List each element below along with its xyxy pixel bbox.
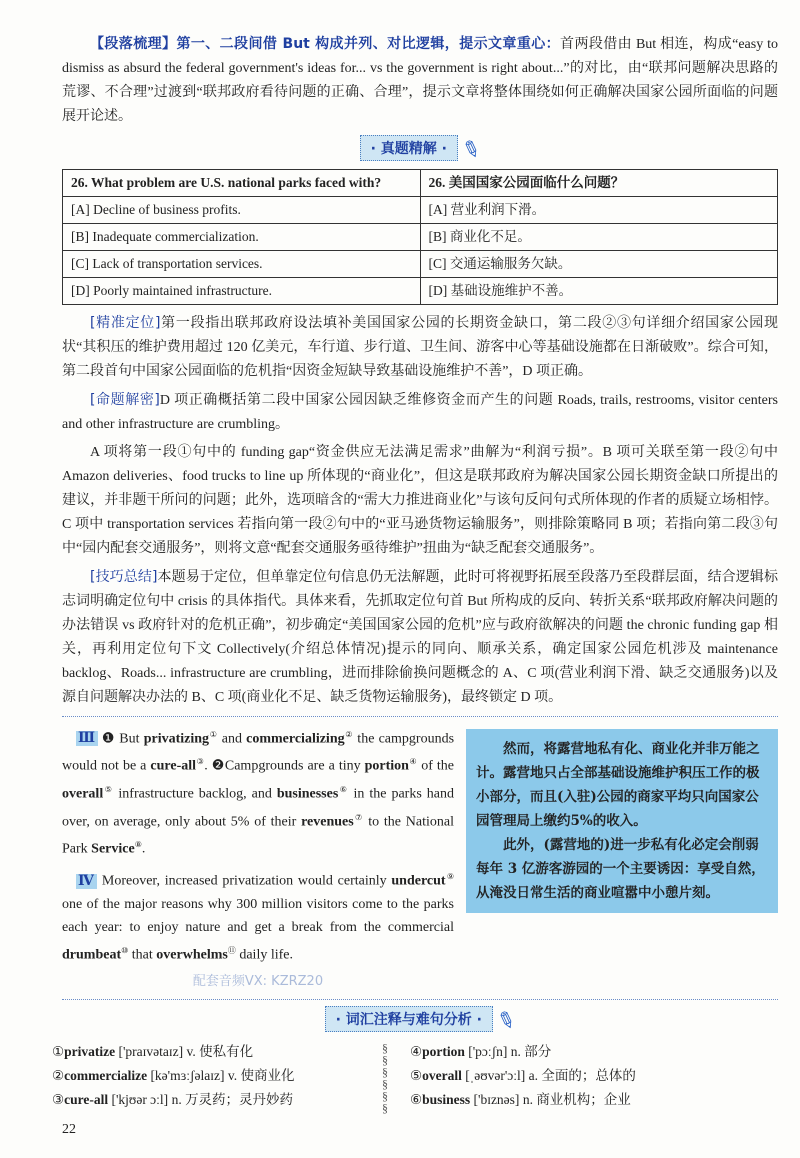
question-zh: 26. 美国国家公园面临什么问题？ xyxy=(420,169,778,196)
table-row xyxy=(63,250,778,277)
footnote-marker: ② xyxy=(344,729,354,739)
text-segment: one of the major reasons why 300 million visitors come to the parks each year: to enjoy nature and get a break from the commercial xyxy=(62,896,454,935)
option-en: [A] Decline of business profits. xyxy=(63,196,421,223)
option-en: [C] Lack of transportation services. xyxy=(63,250,421,277)
vocab-column-right xyxy=(410,1040,740,1112)
footnote-marker: ⑪ xyxy=(227,945,236,955)
vocab-item: ⑤overall [ˌəʊvər'ɔːl] a. 全面的；总体的 xyxy=(410,1068,636,1084)
vocab-item: ⑥business ['bɪznəs] n. 商业机构；企业 xyxy=(410,1092,631,1108)
vocab-keyword: cure-all xyxy=(150,759,197,775)
passage-paragraph-4 xyxy=(62,865,454,966)
passage-english xyxy=(62,723,454,994)
vocab-keyword: Service xyxy=(91,842,135,858)
text-segment: in the parks hand over, on average, only about 5% of their xyxy=(62,786,454,830)
vocab-column-left xyxy=(52,1040,382,1112)
summary-headline: 第一、二段间借 But 构成并列、对比逻辑，提示文章重心： xyxy=(176,36,561,52)
passage-section xyxy=(62,723,778,994)
vocab-section xyxy=(52,1040,778,1116)
summary-body: 首两段借由 But 相连，构成“easy to dismiss as absurd the federal government's ideas for... vs the government is right about...”的对比，由“联邦问题解决思路的荒谬、不合理”过渡到“联邦政府看待问题的正确、合理”，提示文章将整体围绕如何正确解决国家公园所面临的问题展开论述。 xyxy=(62,37,779,124)
skill-tag: [技巧总结] xyxy=(90,568,158,585)
section-title-vocabulary: · 词汇注释与难句分析 · ✎ xyxy=(62,1006,778,1034)
vocab-keyword: overall xyxy=(62,786,104,802)
analysis-locate xyxy=(62,311,778,384)
option-zh: [A] 营业利润下滑。 xyxy=(420,196,778,223)
vocab-keyword: businesses xyxy=(276,786,339,802)
option-zh: [B] 商业化不足。 xyxy=(420,223,778,250)
translation-paragraph-4: 此外，(露营地的)进一步私有化必定会削弱每年 3 亿游客游园的一个主要诱因：享受自然，从淹没日常生活的商业喧嚣中小憩片刻。 xyxy=(476,836,765,901)
page-number: 22 xyxy=(62,1122,76,1138)
divider xyxy=(62,716,778,717)
watermark: 配套音频VX: KZRZ20 xyxy=(192,974,324,990)
skill-text: 本题易于定位，但单靠定位句信息仍无法解题，此时可将视野拓展至段落乃至段群层面，结合逻辑标志词明确定位句中 crisis 的具体指代。具体来看，先抓取定位句首 But 所构成的反向、转折关系“联邦政府解决问题的办法错误 vs 政府针对的危机正确”，初步确定“美国国家公园的危机”应与政府欲解决的问题 the chronic funding gap 相关，再利用定位句下文 Collectively(介绍总体情况)提示的同向、顺承关系，确定国家公园危机涉及 maintenance backlog、Roads... infrastructure are crumbling，进而排除偷换问题概念的 A、C 项(营业利润下滑、缺乏交通服务)以及源自问题解决办法的 B、C 项(商业化不足、缺乏货物运输服务)，最终锁定 D 项。 xyxy=(62,569,778,705)
wavy-divider: § § § § § § xyxy=(382,1041,388,1116)
footnote-marker: ③ xyxy=(196,757,205,767)
vocab-item: ③cure-all ['kjʊər ɔːl] n. 万灵药；灵丹妙药 xyxy=(52,1092,294,1108)
vocab-item: ④portion ['pɔːʃn] n. 部分 xyxy=(410,1044,552,1060)
text-segment: daily life. xyxy=(235,947,293,963)
table-row xyxy=(63,223,778,250)
vocab-keyword: revenues xyxy=(301,814,354,830)
decode-tag: [命题解密] xyxy=(90,391,160,408)
locate-text: 第一段指出联邦政府设法填补美国国家公园的长期资金缺口，第二段②③句详细介绍国家公园现状“其积压的维护费用超过 120 亿美元，车行道、步行道、卫生间、游客中心等基础设施都在日渐破败”。综合可知，第二段首句中国家公园面临的危机指“因资金短缺导致基础设施维护不善”，D 项正确。 xyxy=(62,315,778,379)
vocab-keyword: portion xyxy=(364,759,409,775)
text-segment: Moreover, increased privatization would certainly xyxy=(97,873,392,889)
table-row xyxy=(63,196,778,223)
question-table xyxy=(62,169,778,305)
translation-box xyxy=(466,729,778,913)
text-segment: . xyxy=(141,842,146,858)
footnote-marker: ⑩ xyxy=(121,945,129,955)
option-zh: [C] 交通运输服务欠缺。 xyxy=(420,250,778,277)
vocab-keyword: overwhelms xyxy=(156,947,228,963)
vocab-keyword: drumbeat xyxy=(62,947,122,963)
pen-icon: ✎ xyxy=(458,134,485,165)
text-segment: the campgrounds would not be a xyxy=(62,731,455,775)
translation-paragraph-3: 然而，将露营地私有化、商业化并非万能之计。露营地只占全部基础设施维护积压工作的极小部分，而且(入驻)公园的商家平均只向国家公园管理局上缴约5%的收入。 xyxy=(476,740,760,829)
text-segment: to the National Park xyxy=(62,814,455,858)
summary-tag: 【段落梳理】 xyxy=(90,36,177,52)
roman-numeral: Ⅳ xyxy=(78,873,96,889)
footnote-marker: ④ xyxy=(408,757,418,767)
pen-icon: ✎ xyxy=(493,1005,520,1036)
vocab-keyword: privatizing xyxy=(143,731,210,747)
paragraph-summary xyxy=(62,32,778,129)
text-segment: of the xyxy=(417,759,455,775)
roman-numeral: Ⅲ xyxy=(78,731,96,747)
vocab-item: ②commercialize [kə'mɜːʃəlaɪz] v. 使商业化 xyxy=(52,1068,295,1084)
divider xyxy=(62,999,778,1000)
text-segment: . ❷Campgrounds are a tiny xyxy=(204,759,365,775)
text-segment: that xyxy=(128,947,157,963)
option-zh: [D] 基础设施维护不善。 xyxy=(420,277,778,304)
analysis-others: A 项将第一段①句中的 funding gap“资金供应无法满足需求”曲解为“利润亏损”。B 项可关联至第一段②句中 Amazon deliveries、food trucks to line up 所体现的“商业化”，但这是联邦政府为解决国家公园长期资金缺口所提出的建议，并非题干所问的问题；此外，选项暗含的“需大力推进商业化”与该句反问句式所体现的作者的质疑立场相悖。C 项中 transportation services 若指向第一段②句中的“亚马逊货物运输服务”，则排除策略同 B 项；若指向第二段③句中“园内配套交通服务”，则将文意“配套交通服务亟待维护”扭曲为“缺乏配套交通服务”。 xyxy=(62,444,778,556)
section-title-exam-analysis: · 真题精解 · ✎ xyxy=(62,135,778,163)
vocab-item: ①privatize ['praɪvətaɪz] v. 使私有化 xyxy=(52,1044,254,1060)
footnote-marker: ⑧ xyxy=(134,840,142,850)
text-segment: and xyxy=(217,731,247,747)
footnote-marker: ⑤ xyxy=(103,785,114,795)
footnote-marker: ⑥ xyxy=(338,785,349,795)
text-segment: ❶ But xyxy=(97,731,144,747)
footnote-marker: ⑦ xyxy=(353,812,364,822)
analysis-decode xyxy=(62,388,778,437)
locate-tag: [精准定位] xyxy=(90,314,161,331)
passage-paragraph-3 xyxy=(62,723,454,861)
footnote-marker: ① xyxy=(209,729,218,739)
decode-text: D 项正确概括第二段中国家公园因缺乏维修资金而产生的问题 Roads, trails, restrooms, visitor centers and other infrastructure are crumbling。 xyxy=(62,392,778,432)
footnote-marker: ⑨ xyxy=(445,872,454,882)
vocab-keyword: commercializing xyxy=(246,731,345,747)
analysis-skill xyxy=(62,565,778,710)
text-segment: infrastructure backlog, and xyxy=(113,786,277,802)
vocab-keyword: undercut xyxy=(391,873,446,889)
table-row xyxy=(63,169,778,196)
option-en: [B] Inadequate commercialization. xyxy=(63,223,421,250)
option-en: [D] Poorly maintained infrastructure. xyxy=(63,277,421,304)
table-row xyxy=(63,277,778,304)
question-en: 26. What problem are U.S. national parks faced with? xyxy=(63,169,421,196)
